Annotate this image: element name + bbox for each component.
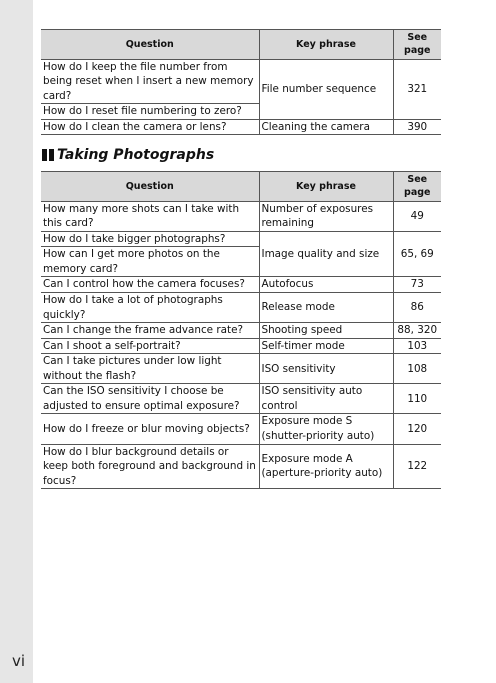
faq-table-taking-photographs [41, 171, 441, 489]
key-phrase-cell: Exposure mode A (aperture-priority auto) [259, 444, 393, 489]
table-row [41, 292, 441, 322]
key-phrase-cell: Number of exposures remaining [259, 201, 393, 231]
see-page-cell: 120 [393, 414, 441, 444]
see-page-cell: 122 [393, 444, 441, 489]
header-see-page: See page [393, 172, 441, 202]
key-phrase-cell: Cleaning the camera [259, 119, 393, 135]
question-cell: Can I shoot a self-portrait? [41, 338, 259, 354]
question-cell: How many more shots can I take with this card? [41, 201, 259, 231]
see-page-cell: 65, 69 [393, 231, 441, 277]
see-page-cell: 86 [393, 292, 441, 322]
section-marker-icon [42, 149, 54, 161]
table-row [41, 338, 441, 354]
table-header-row [41, 172, 441, 202]
key-phrase-cell: Image quality and size [259, 231, 393, 277]
key-phrase-cell: Exposure mode S (shutter-priority auto) [259, 414, 393, 444]
table-row [41, 277, 441, 293]
table-row [41, 414, 441, 444]
question-cell: How do I take a lot of photographs quickly? [41, 292, 259, 322]
table-row [41, 119, 441, 135]
faq-table-files [41, 29, 441, 135]
table-row [41, 384, 441, 414]
question-cell: Can I take pictures under low light without the flash? [41, 354, 259, 384]
table-row [41, 444, 441, 489]
see-page-cell: 390 [393, 119, 441, 135]
question-cell: Can the ISO sensitivity I choose be adjusted to ensure optimal exposure? [41, 384, 259, 414]
see-page-cell: 73 [393, 277, 441, 293]
see-page-cell: 108 [393, 354, 441, 384]
see-page-cell: 110 [393, 384, 441, 414]
see-page-cell: 49 [393, 201, 441, 231]
question-cell: How do I reset file numbering to zero? [41, 104, 259, 120]
page-margin-strip [0, 0, 33, 683]
key-phrase-cell: ISO sensitivity auto control [259, 384, 393, 414]
question-cell: How do I keep the file number from being reset when I insert a new memory card? [41, 59, 259, 104]
see-page-cell: 321 [393, 59, 441, 119]
key-phrase-cell: Shooting speed [259, 323, 393, 339]
question-cell: How do I blur background details or keep both foreground and background in focus? [41, 444, 259, 489]
key-phrase-cell: ISO sensitivity [259, 354, 393, 384]
see-page-cell: 88, 320 [393, 323, 441, 339]
key-phrase-cell: Self-timer mode [259, 338, 393, 354]
question-cell: How do I freeze or blur moving objects? [41, 414, 259, 444]
table-row [41, 323, 441, 339]
key-phrase-cell: Release mode [259, 292, 393, 322]
key-phrase-cell: File number sequence [259, 59, 393, 119]
question-cell: Can I control how the camera focuses? [41, 277, 259, 293]
key-phrase-cell: Autofocus [259, 277, 393, 293]
header-question: Question [41, 172, 259, 202]
see-page-cell: 103 [393, 338, 441, 354]
table-row [41, 354, 441, 384]
question-cell: Can I change the frame advance rate? [41, 323, 259, 339]
page-number: vi [12, 652, 26, 670]
header-question: Question [41, 30, 259, 60]
table-row [41, 231, 441, 247]
header-key-phrase: Key phrase [259, 172, 393, 202]
table-row [41, 201, 441, 231]
table-header-row [41, 30, 441, 60]
table-row [41, 59, 441, 104]
section-heading [42, 147, 214, 163]
section-title: Taking Photographs [57, 147, 215, 163]
question-cell: How do I take bigger photographs? [41, 231, 259, 247]
question-cell: How can I get more photos on the memory card? [41, 247, 259, 277]
header-see-page: See page [393, 30, 441, 60]
question-cell: How do I clean the camera or lens? [41, 119, 259, 135]
header-key-phrase: Key phrase [259, 30, 393, 60]
